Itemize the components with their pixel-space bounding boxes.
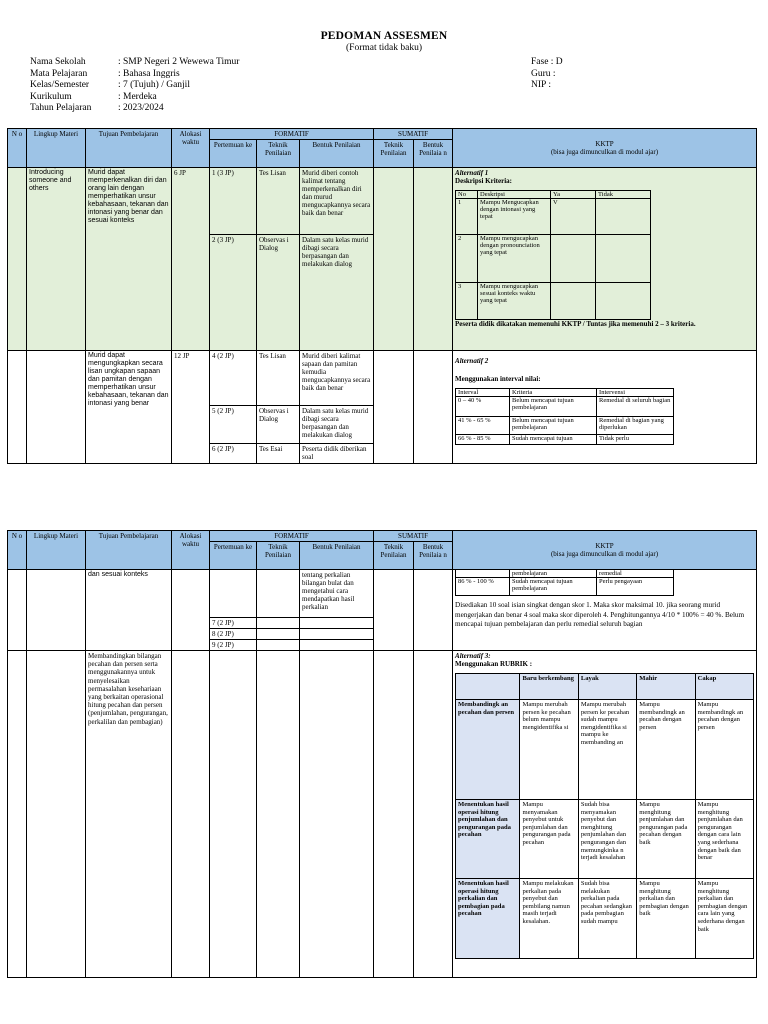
interval-table: [455, 388, 674, 445]
rubric-row: [456, 879, 754, 959]
rubric-layak: Sudah bisa menyamakan penyebut dan menghitung penjumlahan dan pengurangan dan memungkinka n terjadi kesalahan: [578, 800, 636, 879]
criteria-ya: [551, 235, 596, 283]
criteria-desc: Mampu Mengucapkan dengan intonasi yang tepat: [478, 199, 551, 235]
interval-row: [456, 578, 674, 596]
field-label: Tahun Pelajaran: [30, 103, 92, 113]
kktp-cell: [453, 570, 757, 651]
sumatif-teknik-cell: [374, 651, 414, 978]
criteria-tidak: [596, 235, 651, 283]
row-no: [8, 570, 27, 651]
col-no: N o: [8, 129, 27, 168]
criteria-desc: Mampu mengucapkan sesuai konteks waktu yang tepat: [478, 283, 551, 320]
lingkup-cell: [27, 351, 86, 464]
rubric-head: Baru berkembang: [520, 674, 578, 700]
alokasi-cell: [172, 651, 210, 978]
row-no: [8, 351, 27, 464]
teacher-info: [531, 57, 563, 92]
interval-intervention: Remedial di bagian yang diperlukan: [597, 417, 674, 435]
criteria-row: [456, 199, 651, 235]
rubric-baru: Mampu menyamakan penyebut untuk penjumlahan dan pengurangan pada pecahan: [520, 800, 578, 879]
field-value: : Merdeka: [118, 91, 157, 102]
criteria-tidak: [596, 199, 651, 235]
rubric-head: Cakap: [695, 674, 753, 700]
document-subtitle: (Format tidak baku): [346, 43, 422, 53]
kktp-cell: [453, 168, 757, 351]
field-label: Kurikulum: [30, 91, 72, 102]
field-label: Kelas/Semester: [30, 80, 90, 90]
sumatif-teknik-cell: [374, 570, 414, 651]
tujuan-cell: Murid dapat memperkenalkan diri dan orang lain dengan memperhatikan unsur kebahasaan, tekanan dan intonasi yang benar dan sesuai konteks: [86, 168, 172, 351]
field-label: Mata Pelajaran: [30, 68, 88, 79]
teknik-cell: Tes Lisan: [257, 351, 300, 406]
rubric-mahir: Mampu membandingk an pecahan dengan persen: [637, 700, 695, 800]
col-no: N o: [8, 531, 27, 570]
col-kktp: [453, 129, 757, 168]
criteria-no: 2: [456, 235, 478, 283]
criteria-ya: [551, 283, 596, 320]
pertemuan-cell: 7 (2 JP): [210, 618, 257, 629]
kktp-subtitle: (bisa juga dimunculkan di modul ajar): [550, 148, 659, 156]
lingkup-cell: [27, 570, 86, 651]
field-value: : Bahasa Inggris: [118, 68, 180, 79]
col-bentuk: Bentuk Penilaian: [300, 542, 374, 570]
col-sumatif: SUMATIF: [374, 531, 453, 542]
teknik-cell: [257, 651, 300, 978]
teknik-cell: [257, 629, 300, 640]
pertemuan-cell: 1 (3 JP): [210, 168, 257, 235]
rubric-mahir: Mampu menghitung penjumlahan dan pengurangan pada pecahan dengan baik: [637, 800, 695, 879]
col-pertemuan: Pertemuan ke: [210, 542, 257, 570]
bentuk-cell: Dalam satu kelas murid dibagi secara berpasangan dan melakukan dialog: [300, 406, 374, 444]
teknik-cell: [257, 640, 300, 651]
pertemuan-cell: [210, 570, 257, 618]
criteria-head: Deskripsi: [478, 191, 551, 199]
col-teknik: Teknik Penilaian: [257, 140, 300, 168]
bentuk-cell: [300, 618, 374, 629]
kktp-title: KKTP: [595, 542, 614, 550]
kktp-cell: [453, 651, 757, 978]
criteria-row: [456, 235, 651, 283]
rubric-baru: Mampu melakukan perkalian pada penyebut dan pembilang namun masih terjadi kesalahan.: [520, 879, 578, 959]
lingkup-cell: Introducing someone and others: [27, 168, 86, 351]
interval-head: Interval: [456, 389, 510, 397]
rubric-baru: Mampu merubah persen ke pecahan belum mampu mengidentifika si: [520, 700, 578, 800]
criteria-head: Ya: [551, 191, 596, 199]
rubric-row: [456, 800, 754, 879]
sumatif-bentuk-cell: [414, 351, 453, 464]
interval-criteria: pembelajaran: [510, 570, 597, 578]
col-teknik-sumatif: Teknik Penilaian: [374, 140, 414, 168]
tujuan-cell: dan sesuai konteks: [86, 570, 172, 651]
fase-field: Fase : D: [531, 57, 563, 67]
interval-criteria: Sudah mencapai tujuan: [510, 435, 597, 445]
pertemuan-cell: 5 (2 JP): [210, 406, 257, 444]
assessment-table-page1: [7, 128, 757, 464]
bentuk-cell: Murid diberi kalimat sapaan dan pamitan kemudia mengucapkannya secara baik dan benar: [300, 351, 374, 406]
rubric-head: Mahir: [637, 674, 695, 700]
alokasi-cell: 6 JP: [172, 168, 210, 351]
interval-criteria: Belum mencapai tujuan pembelajaran: [510, 397, 597, 417]
col-alokasi: Alokasi waktu: [172, 531, 210, 570]
rubric-head: Layak: [578, 674, 636, 700]
rubric-criterion: Menentukan hasil operasi hitung penjumlahan dan pengurangan pada pecahan: [456, 800, 520, 879]
sumatif-bentuk-cell: [414, 168, 453, 351]
col-tujuan: Tujuan Pembelajaran: [86, 531, 172, 570]
rubric-criterion: Membandingk an pecahan dan persen: [456, 700, 520, 800]
criteria-head: Tidak: [596, 191, 651, 199]
interval-table-continued: [455, 570, 674, 597]
kktp-cell: [453, 351, 757, 464]
field-value: : 2023/2024: [118, 103, 164, 113]
col-kktp: [453, 531, 757, 570]
col-tujuan: Tujuan Pembelajaran: [86, 129, 172, 168]
rubric-row: [456, 700, 754, 800]
alternative-label: Alternatif 1: [455, 169, 489, 177]
pertemuan-cell: 9 (2 JP): [210, 640, 257, 651]
document-title: PEDOMAN ASSESMEN: [320, 30, 448, 42]
teknik-cell: [257, 618, 300, 629]
interval-row: [456, 435, 674, 445]
col-formatif: FORMATIF: [210, 531, 374, 542]
rubric-cakap: Mampu menghitung penjumlahan dan pengurangan dengan cara lain yang sederhana dengan baik dan benar: [695, 800, 753, 879]
alokasi-cell: [172, 570, 210, 651]
interval-head: Intervensi: [597, 389, 674, 397]
interval-value: 0 – 40 %: [456, 397, 510, 417]
rubric-head: [456, 674, 520, 700]
alternative-title: Menggunakan RUBRIK :: [455, 660, 533, 668]
bentuk-cell: Murid diberi contoh kalimat tentang memperkenalkan diri dan murud mengucapkannya secara baik dan benar: [300, 168, 374, 235]
interval-head: Kriteria: [510, 389, 597, 397]
col-bentuk: Bentuk Penilaian: [300, 140, 374, 168]
sumatif-bentuk-cell: [414, 651, 453, 978]
interval-criteria: Belum mencapai tujuan pembelajaran: [510, 417, 597, 435]
rubric-layak: Mampu merubah persen ke pecahan sudah mampu mengidentifika si mampu ke membanding an: [578, 700, 636, 800]
kktp-title: KKTP: [595, 140, 614, 148]
interval-value: 86 % - 100 %: [456, 578, 510, 596]
criteria-row: [456, 283, 651, 320]
field-label: Nama Sekolah: [30, 57, 86, 67]
pertemuan-cell: 8 (2 JP): [210, 629, 257, 640]
pertemuan-cell: 4 (2 JP): [210, 351, 257, 406]
criteria-ya: V: [551, 199, 596, 235]
pertemuan-cell: 6 (2 JP): [210, 444, 257, 464]
nip-field: NIP :: [531, 80, 551, 90]
interval-row: [456, 570, 674, 578]
assessment-table-page2: [7, 530, 757, 978]
interval-row: [456, 397, 674, 417]
criteria-tidak: [596, 283, 651, 320]
sumatif-bentuk-cell: [414, 570, 453, 651]
criteria-table: [455, 190, 651, 320]
col-teknik: Teknik Penilaian: [257, 542, 300, 570]
bentuk-cell: [300, 651, 374, 978]
rubric-criterion: Menentukan hasil operasi hitung perkalian dan pembagian pada pecahan: [456, 879, 520, 959]
scoring-note: Disediakan 10 soal isian singkat dengan skor 1. Maka skor maksimal 10. jika seorang murid mengerjakan dan benar 4 soal maka skor diperoleh 4. Penghitungannya 4/10 * 100% = 40 %. Belum mencapai tujuan pembelajaran dan perlu remedial seluruh bagian: [455, 601, 745, 628]
pertemuan-cell: [210, 651, 257, 978]
criteria-no: 3: [456, 283, 478, 320]
rubric-mahir: Mampu menghitung perkalian dan pembagian dengan baik: [637, 879, 695, 959]
guru-field: Guru :: [531, 68, 556, 79]
interval-intervention: Tidak perlu: [597, 435, 674, 445]
tujuan-cell: Membandingkan bilangan pecahan dan persen serta menggunakannya untuk menyelesaikan permasalahan kesehariaan yang berkaitan operasional hitung pecahan dan persen (penjumlahan, pengurangan, perkalilan dan pembagian): [86, 651, 172, 978]
tujuan-cell: Murid dapat mengungkapkan secara lisan ungkapan sapaan dan pamitan dengan memperhatikan unsur kebahasaan, tekanan dan intonasi yang benar: [86, 351, 172, 464]
criteria-no: 1: [456, 199, 478, 235]
teknik-cell: [257, 570, 300, 618]
row-no: [8, 168, 27, 351]
alternative-label: Alternatif 3:: [455, 652, 491, 660]
teknik-cell: Observas i Dialog: [257, 406, 300, 444]
field-value: : SMP Negeri 2 Wewewa Timur: [118, 57, 240, 67]
interval-criteria: Sudah mencapai tujuan pembelajaran: [510, 578, 597, 596]
bentuk-cell: Peserta didik diberikan soal: [300, 444, 374, 464]
interval-value: 41 % - 65 %: [456, 417, 510, 435]
teknik-cell: Observas i Dialog: [257, 235, 300, 351]
kktp-subtitle: (bisa juga dimunculkan di modul ajar): [550, 550, 659, 558]
col-bentuk-sumatif: Bentuk Penilaia n: [414, 542, 453, 570]
col-sumatif: SUMATIF: [374, 129, 453, 140]
col-bentuk-sumatif: Bentuk Penilaia n: [414, 140, 453, 168]
field-value: : 7 (Tujuh) / Ganjil: [118, 80, 190, 90]
criteria-head: No: [456, 191, 478, 199]
alternative-title: Menggunakan interval nilai:: [455, 375, 541, 383]
bentuk-cell: [300, 640, 374, 651]
kktp-note: Peserta didik dikatakan memenuhi KKTP / Tuntas jika memenuhi 2 – 3 kriteria.: [455, 320, 696, 328]
interval-intervention: Remedial di seluruh bagian: [597, 397, 674, 417]
bentuk-cell: Dalam satu kelas murid dibagi secara berpasangan dan melakukan dialog: [300, 235, 374, 351]
teknik-cell: Tes Esai: [257, 444, 300, 464]
interval-value: 66 % - 85 %: [456, 435, 510, 445]
alternative-title: Deskripsi Kriteria:: [455, 177, 512, 185]
rubric-cakap: Mampu membandingk an pecahan dengan persen: [695, 700, 753, 800]
interval-intervention: Perlu pengayaan: [597, 578, 674, 596]
interval-value: [456, 570, 510, 578]
rubric-cakap: Mampu menghitung perkalian dan pembagian dengan cara lain yang sederhana dengan baik: [695, 879, 753, 959]
rubric-table: [455, 673, 754, 959]
rubric-layak: Sudah bisa melakukan perkalian pada pecahan sedangkan pada pembagian sudah mampu: [578, 879, 636, 959]
col-lingkup: Lingkup Materi: [27, 129, 86, 168]
col-alokasi: Alokasi waktu: [172, 129, 210, 168]
col-formatif: FORMATIF: [210, 129, 374, 140]
alokasi-cell: 12 JP: [172, 351, 210, 464]
col-pertemuan: Pertemuan ke: [210, 140, 257, 168]
interval-row: [456, 417, 674, 435]
row-no: [8, 651, 27, 978]
interval-intervention: remedial: [597, 570, 674, 578]
pertemuan-cell: 2 (3 JP): [210, 235, 257, 351]
criteria-desc: Mampu mengucapkan dengan pronounciation yang tepat: [478, 235, 551, 283]
teknik-cell: Tes Lisan: [257, 168, 300, 235]
alternative-label: Alternatif 2: [455, 357, 489, 365]
school-info: [30, 57, 239, 115]
col-lingkup: Lingkup Materi: [27, 531, 86, 570]
sumatif-teknik-cell: [374, 168, 414, 351]
bentuk-cell: [300, 629, 374, 640]
bentuk-cell: tentang perkalian bilangan bulat dan mengetahui cara mendapatkan hasil perkalian: [300, 570, 374, 618]
sumatif-teknik-cell: [374, 351, 414, 464]
lingkup-cell: [27, 651, 86, 978]
col-teknik-sumatif: Teknik Penilaian: [374, 542, 414, 570]
